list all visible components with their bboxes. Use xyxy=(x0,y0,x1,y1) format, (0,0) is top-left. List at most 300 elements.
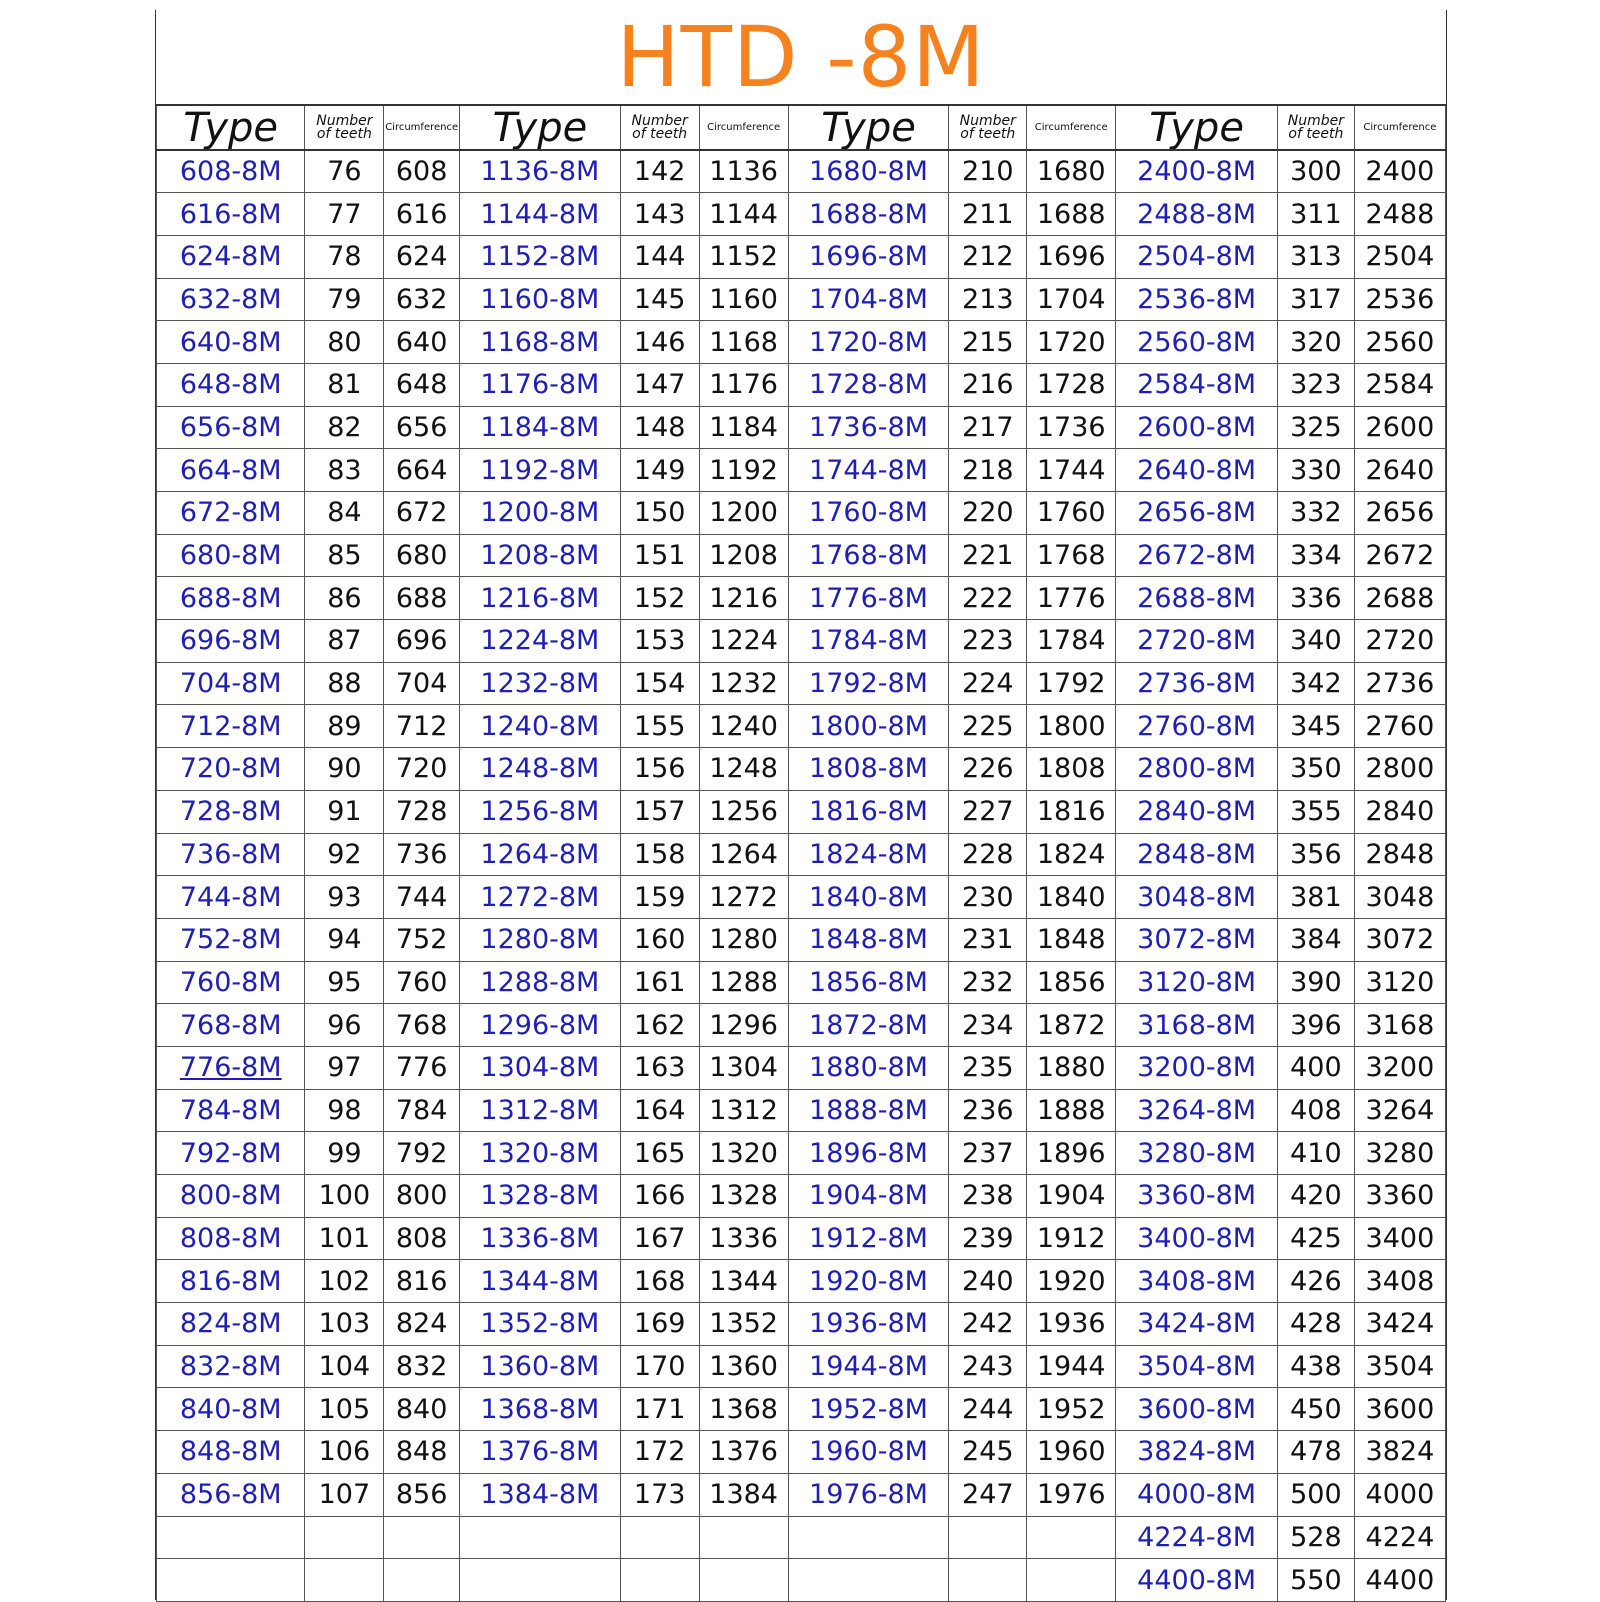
belt-type: 736-8M xyxy=(157,833,305,876)
teeth-count: 425 xyxy=(1278,1217,1355,1260)
table-row xyxy=(157,363,1446,406)
teeth-count: 105 xyxy=(305,1388,384,1431)
belt-type: 1192-8M xyxy=(460,449,621,492)
circumference-value: 3824 xyxy=(1354,1431,1445,1474)
circumference-value: 1312 xyxy=(699,1089,788,1132)
empty-cell xyxy=(788,1559,949,1602)
belt-type: 1696-8M xyxy=(788,235,949,278)
circumference-value: 1352 xyxy=(699,1303,788,1346)
belt-type: 2640-8M xyxy=(1116,449,1278,492)
belt-type: 688-8M xyxy=(157,577,305,620)
table-row xyxy=(157,321,1446,364)
belt-type: 824-8M xyxy=(157,1303,305,1346)
belt-type: 2720-8M xyxy=(1116,620,1278,663)
belt-type: 3408-8M xyxy=(1116,1260,1278,1303)
belt-type: 1184-8M xyxy=(460,406,621,449)
table-row xyxy=(157,961,1446,1004)
table-row xyxy=(157,1175,1446,1218)
circumference-value: 728 xyxy=(384,790,460,833)
teeth-count: 230 xyxy=(949,876,1027,919)
belt-type: 1216-8M xyxy=(460,577,621,620)
circumference-value: 1904 xyxy=(1027,1175,1116,1218)
teeth-count: 87 xyxy=(305,620,384,663)
table-row xyxy=(157,150,1446,193)
circumference-value: 1936 xyxy=(1027,1303,1116,1346)
teeth-count: 160 xyxy=(620,918,699,961)
teeth-count: 101 xyxy=(305,1217,384,1260)
circumference-value: 1152 xyxy=(699,235,788,278)
belt-type: 4400-8M xyxy=(1116,1559,1278,1602)
circumference-value: 808 xyxy=(384,1217,460,1260)
circumference-value: 1144 xyxy=(699,193,788,236)
table-row xyxy=(157,1004,1446,1047)
teeth-count: 342 xyxy=(1278,662,1355,705)
teeth-count: 217 xyxy=(949,406,1027,449)
teeth-count: 232 xyxy=(949,961,1027,1004)
circumference-value: 752 xyxy=(384,918,460,961)
belt-type: 616-8M xyxy=(157,193,305,236)
header-teeth-line2: of teeth xyxy=(632,125,688,142)
belt-type: 808-8M xyxy=(157,1217,305,1260)
circumference-value: 1816 xyxy=(1027,790,1116,833)
belt-type: 2536-8M xyxy=(1116,278,1278,321)
teeth-count: 155 xyxy=(620,705,699,748)
teeth-count: 80 xyxy=(305,321,384,364)
teeth-count: 144 xyxy=(620,235,699,278)
belt-type: 1312-8M xyxy=(460,1089,621,1132)
teeth-count: 239 xyxy=(949,1217,1027,1260)
circumference-value: 616 xyxy=(384,193,460,236)
belt-type: 1144-8M xyxy=(460,193,621,236)
belt-type: 1824-8M xyxy=(788,833,949,876)
circumference-value: 1344 xyxy=(699,1260,788,1303)
circumference-value: 3264 xyxy=(1354,1089,1445,1132)
teeth-count: 156 xyxy=(620,748,699,791)
empty-cell xyxy=(305,1516,384,1559)
table-row xyxy=(157,1431,1446,1474)
table-row xyxy=(157,1132,1446,1175)
teeth-count: 147 xyxy=(620,363,699,406)
belt-type: 2656-8M xyxy=(1116,492,1278,535)
circumference-value: 2584 xyxy=(1354,363,1445,406)
teeth-count: 381 xyxy=(1278,876,1355,919)
belt-type: 1720-8M xyxy=(788,321,949,364)
header-number-of-teeth xyxy=(620,105,699,150)
teeth-count: 355 xyxy=(1278,790,1355,833)
teeth-count: 88 xyxy=(305,662,384,705)
teeth-count: 142 xyxy=(620,150,699,193)
circumference-value: 1824 xyxy=(1027,833,1116,876)
teeth-count: 216 xyxy=(949,363,1027,406)
circumference-value: 776 xyxy=(384,1046,460,1089)
belt-type: 1368-8M xyxy=(460,1388,621,1431)
teeth-count: 356 xyxy=(1278,833,1355,876)
belt-type: 624-8M xyxy=(157,235,305,278)
circumference-value: 768 xyxy=(384,1004,460,1047)
teeth-count: 311 xyxy=(1278,193,1355,236)
circumference-value: 848 xyxy=(384,1431,460,1474)
circumference-value: 1960 xyxy=(1027,1431,1116,1474)
belt-type: 712-8M xyxy=(157,705,305,748)
belt-type: 1256-8M xyxy=(460,790,621,833)
belt-type: 1976-8M xyxy=(788,1473,949,1516)
teeth-count: 231 xyxy=(949,918,1027,961)
circumference-value: 784 xyxy=(384,1089,460,1132)
circumference-value: 712 xyxy=(384,705,460,748)
circumference-value: 3120 xyxy=(1354,961,1445,1004)
table-row xyxy=(157,449,1446,492)
header-type: Type xyxy=(1116,105,1278,150)
circumference-value: 840 xyxy=(384,1388,460,1431)
circumference-value: 2640 xyxy=(1354,449,1445,492)
belt-type: 2800-8M xyxy=(1116,748,1278,791)
header-number-of-teeth xyxy=(1278,105,1355,150)
circumference-value: 648 xyxy=(384,363,460,406)
table-row xyxy=(157,1345,1446,1388)
table-row xyxy=(157,1473,1446,1516)
teeth-count: 226 xyxy=(949,748,1027,791)
empty-cell xyxy=(620,1516,699,1559)
table-row xyxy=(157,620,1446,663)
circumference-value: 640 xyxy=(384,321,460,364)
table-row xyxy=(157,662,1446,705)
belt-type: 1152-8M xyxy=(460,235,621,278)
belt-size-table xyxy=(156,104,1446,1602)
teeth-count: 244 xyxy=(949,1388,1027,1431)
belt-type: 1688-8M xyxy=(788,193,949,236)
teeth-count: 426 xyxy=(1278,1260,1355,1303)
table-row xyxy=(157,1217,1446,1260)
circumference-value: 624 xyxy=(384,235,460,278)
circumference-value: 1240 xyxy=(699,705,788,748)
teeth-count: 242 xyxy=(949,1303,1027,1346)
belt-type: 1888-8M xyxy=(788,1089,949,1132)
circumference-value: 3360 xyxy=(1354,1175,1445,1218)
teeth-count: 165 xyxy=(620,1132,699,1175)
circumference-value: 632 xyxy=(384,278,460,321)
teeth-count: 166 xyxy=(620,1175,699,1218)
belt-type: 1960-8M xyxy=(788,1431,949,1474)
teeth-count: 170 xyxy=(620,1345,699,1388)
teeth-count: 91 xyxy=(305,790,384,833)
empty-cell xyxy=(460,1516,621,1559)
teeth-count: 224 xyxy=(949,662,1027,705)
belt-type: 1176-8M xyxy=(460,363,621,406)
circumference-value: 1880 xyxy=(1027,1046,1116,1089)
belt-type: 1168-8M xyxy=(460,321,621,364)
teeth-count: 98 xyxy=(305,1089,384,1132)
belt-type: 816-8M xyxy=(157,1260,305,1303)
teeth-count: 221 xyxy=(949,534,1027,577)
belt-type: 1800-8M xyxy=(788,705,949,748)
circumference-value: 1320 xyxy=(699,1132,788,1175)
teeth-count: 172 xyxy=(620,1431,699,1474)
teeth-count: 149 xyxy=(620,449,699,492)
belt-type: 1280-8M xyxy=(460,918,621,961)
circumference-value: 1296 xyxy=(699,1004,788,1047)
teeth-count: 83 xyxy=(305,449,384,492)
circumference-value: 2560 xyxy=(1354,321,1445,364)
table-row xyxy=(157,534,1446,577)
belt-type: 832-8M xyxy=(157,1345,305,1388)
circumference-value: 1200 xyxy=(699,492,788,535)
belt-type: 1880-8M xyxy=(788,1046,949,1089)
table-row xyxy=(157,1516,1446,1559)
belt-type: 856-8M xyxy=(157,1473,305,1516)
circumference-value: 2760 xyxy=(1354,705,1445,748)
circumference-value: 1912 xyxy=(1027,1217,1116,1260)
circumference-value: 1704 xyxy=(1027,278,1116,321)
teeth-count: 143 xyxy=(620,193,699,236)
teeth-count: 151 xyxy=(620,534,699,577)
belt-type: 640-8M xyxy=(157,321,305,364)
teeth-count: 213 xyxy=(949,278,1027,321)
circumference-value: 2736 xyxy=(1354,662,1445,705)
belt-type: 2488-8M xyxy=(1116,193,1278,236)
circumference-value: 4400 xyxy=(1354,1559,1445,1602)
belt-type: 1336-8M xyxy=(460,1217,621,1260)
table-row xyxy=(157,833,1446,876)
teeth-count: 528 xyxy=(1278,1516,1355,1559)
teeth-count: 150 xyxy=(620,492,699,535)
teeth-count: 313 xyxy=(1278,235,1355,278)
header-row xyxy=(157,105,1446,150)
teeth-count: 158 xyxy=(620,833,699,876)
belt-type: 1288-8M xyxy=(460,961,621,1004)
teeth-count: 164 xyxy=(620,1089,699,1132)
circumference-value: 1232 xyxy=(699,662,788,705)
teeth-count: 103 xyxy=(305,1303,384,1346)
empty-cell xyxy=(620,1559,699,1602)
teeth-count: 167 xyxy=(620,1217,699,1260)
table-row xyxy=(157,235,1446,278)
teeth-count: 162 xyxy=(620,1004,699,1047)
teeth-count: 400 xyxy=(1278,1046,1355,1089)
teeth-count: 225 xyxy=(949,705,1027,748)
circumference-value: 4000 xyxy=(1354,1473,1445,1516)
circumference-value: 1280 xyxy=(699,918,788,961)
circumference-value: 3048 xyxy=(1354,876,1445,919)
table-body xyxy=(157,150,1446,1601)
circumference-value: 1952 xyxy=(1027,1388,1116,1431)
belt-type: 840-8M xyxy=(157,1388,305,1431)
circumference-value: 1368 xyxy=(699,1388,788,1431)
teeth-count: 99 xyxy=(305,1132,384,1175)
belt-type: 1920-8M xyxy=(788,1260,949,1303)
teeth-count: 154 xyxy=(620,662,699,705)
circumference-value: 760 xyxy=(384,961,460,1004)
belt-type: 1384-8M xyxy=(460,1473,621,1516)
page-title: HTD -8M xyxy=(616,8,986,106)
belt-type: 3264-8M xyxy=(1116,1089,1278,1132)
teeth-count: 408 xyxy=(1278,1089,1355,1132)
circumference-value: 2600 xyxy=(1354,406,1445,449)
circumference-value: 3280 xyxy=(1354,1132,1445,1175)
belt-type: 3600-8M xyxy=(1116,1388,1278,1431)
teeth-count: 320 xyxy=(1278,321,1355,364)
circumference-value: 2720 xyxy=(1354,620,1445,663)
teeth-count: 77 xyxy=(305,193,384,236)
belt-type: 3168-8M xyxy=(1116,1004,1278,1047)
circumference-value: 720 xyxy=(384,748,460,791)
teeth-count: 238 xyxy=(949,1175,1027,1218)
table-row xyxy=(157,1303,1446,1346)
teeth-count: 330 xyxy=(1278,449,1355,492)
circumference-value: 1920 xyxy=(1027,1260,1116,1303)
header-teeth-line2: of teeth xyxy=(316,125,372,142)
circumference-value: 2536 xyxy=(1354,278,1445,321)
circumference-value: 816 xyxy=(384,1260,460,1303)
circumference-value: 824 xyxy=(384,1303,460,1346)
teeth-count: 235 xyxy=(949,1046,1027,1089)
table-row xyxy=(157,790,1446,833)
teeth-count: 210 xyxy=(949,150,1027,193)
circumference-value: 4224 xyxy=(1354,1516,1445,1559)
teeth-count: 220 xyxy=(949,492,1027,535)
belt-type: 3424-8M xyxy=(1116,1303,1278,1346)
teeth-count: 384 xyxy=(1278,918,1355,961)
circumference-value: 2672 xyxy=(1354,534,1445,577)
belt-type: 1736-8M xyxy=(788,406,949,449)
circumference-value: 2400 xyxy=(1354,150,1445,193)
teeth-count: 240 xyxy=(949,1260,1027,1303)
belt-type: 1240-8M xyxy=(460,705,621,748)
belt-type: 4000-8M xyxy=(1116,1473,1278,1516)
circumference-value: 1856 xyxy=(1027,961,1116,1004)
circumference-value: 1888 xyxy=(1027,1089,1116,1132)
header-teeth-line1: Number xyxy=(1287,112,1345,129)
belt-type: 696-8M xyxy=(157,620,305,663)
belt-type: 1264-8M xyxy=(460,833,621,876)
teeth-count: 171 xyxy=(620,1388,699,1431)
belt-type: 2584-8M xyxy=(1116,363,1278,406)
teeth-count: 237 xyxy=(949,1132,1027,1175)
teeth-count: 161 xyxy=(620,961,699,1004)
belt-type: 1704-8M xyxy=(788,278,949,321)
empty-cell xyxy=(788,1516,949,1559)
teeth-count: 152 xyxy=(620,577,699,620)
belt-size-sheet xyxy=(155,10,1447,1600)
circumference-value: 1288 xyxy=(699,961,788,1004)
teeth-count: 428 xyxy=(1278,1303,1355,1346)
belt-type: 1784-8M xyxy=(788,620,949,663)
empty-cell xyxy=(305,1559,384,1602)
circumference-value: 2504 xyxy=(1354,235,1445,278)
teeth-count: 550 xyxy=(1278,1559,1355,1602)
belt-type: 720-8M xyxy=(157,748,305,791)
teeth-count: 100 xyxy=(305,1175,384,1218)
belt-type: 1776-8M xyxy=(788,577,949,620)
teeth-count: 350 xyxy=(1278,748,1355,791)
belt-type: 2672-8M xyxy=(1116,534,1278,577)
header-type: Type xyxy=(788,105,949,150)
circumference-value: 3600 xyxy=(1354,1388,1445,1431)
belt-type: 632-8M xyxy=(157,278,305,321)
circumference-value: 3400 xyxy=(1354,1217,1445,1260)
header-number-of-teeth xyxy=(305,105,384,150)
belt-type: 1768-8M xyxy=(788,534,949,577)
belt-type: 1792-8M xyxy=(788,662,949,705)
teeth-count: 478 xyxy=(1278,1431,1355,1474)
circumference-value: 688 xyxy=(384,577,460,620)
belt-type: 760-8M xyxy=(157,961,305,1004)
circumference-value: 3072 xyxy=(1354,918,1445,961)
belt-type: 3200-8M xyxy=(1116,1046,1278,1089)
teeth-count: 218 xyxy=(949,449,1027,492)
teeth-count: 420 xyxy=(1278,1175,1355,1218)
teeth-count: 247 xyxy=(949,1473,1027,1516)
belt-type: 2400-8M xyxy=(1116,150,1278,193)
teeth-count: 236 xyxy=(949,1089,1027,1132)
circumference-value: 1184 xyxy=(699,406,788,449)
table-row xyxy=(157,1089,1446,1132)
teeth-count: 78 xyxy=(305,235,384,278)
circumference-value: 1384 xyxy=(699,1473,788,1516)
teeth-count: 345 xyxy=(1278,705,1355,748)
teeth-count: 89 xyxy=(305,705,384,748)
teeth-count: 222 xyxy=(949,577,1027,620)
teeth-count: 227 xyxy=(949,790,1027,833)
belt-type: 1200-8M xyxy=(460,492,621,535)
circumference-value: 1784 xyxy=(1027,620,1116,663)
belt-type: 3072-8M xyxy=(1116,918,1278,961)
header-teeth-line2: of teeth xyxy=(1288,125,1344,142)
teeth-count: 323 xyxy=(1278,363,1355,406)
circumference-value: 1760 xyxy=(1027,492,1116,535)
belt-type: 792-8M xyxy=(157,1132,305,1175)
circumference-value: 1248 xyxy=(699,748,788,791)
circumference-value: 1808 xyxy=(1027,748,1116,791)
empty-cell xyxy=(384,1559,460,1602)
table-row xyxy=(157,193,1446,236)
circumference-value: 1224 xyxy=(699,620,788,663)
empty-cell xyxy=(699,1516,788,1559)
belt-type: 2848-8M xyxy=(1116,833,1278,876)
belt-type: 3400-8M xyxy=(1116,1217,1278,1260)
belt-type: 1320-8M xyxy=(460,1132,621,1175)
header-type: Type xyxy=(157,105,305,150)
belt-type: 752-8M xyxy=(157,918,305,961)
belt-type: 1952-8M xyxy=(788,1388,949,1431)
teeth-count: 95 xyxy=(305,961,384,1004)
teeth-count: 145 xyxy=(620,278,699,321)
circumference-value: 1360 xyxy=(699,1345,788,1388)
teeth-count: 228 xyxy=(949,833,1027,876)
circumference-value: 2688 xyxy=(1354,577,1445,620)
empty-cell xyxy=(1027,1559,1116,1602)
belt-type: 1944-8M xyxy=(788,1345,949,1388)
circumference-value: 1776 xyxy=(1027,577,1116,620)
teeth-count: 81 xyxy=(305,363,384,406)
belt-type: 2760-8M xyxy=(1116,705,1278,748)
belt-type: 776-8M xyxy=(157,1046,305,1089)
circumference-value: 1216 xyxy=(699,577,788,620)
circumference-value: 1976 xyxy=(1027,1473,1116,1516)
belt-type: 768-8M xyxy=(157,1004,305,1047)
circumference-value: 792 xyxy=(384,1132,460,1175)
header-type: Type xyxy=(460,105,621,150)
belt-type: 3824-8M xyxy=(1116,1431,1278,1474)
teeth-count: 104 xyxy=(305,1345,384,1388)
teeth-count: 97 xyxy=(305,1046,384,1089)
empty-cell xyxy=(949,1559,1027,1602)
belt-type: 672-8M xyxy=(157,492,305,535)
circumference-value: 704 xyxy=(384,662,460,705)
circumference-value: 1272 xyxy=(699,876,788,919)
belt-type: 2840-8M xyxy=(1116,790,1278,833)
circumference-value: 1160 xyxy=(699,278,788,321)
belt-type: 2600-8M xyxy=(1116,406,1278,449)
